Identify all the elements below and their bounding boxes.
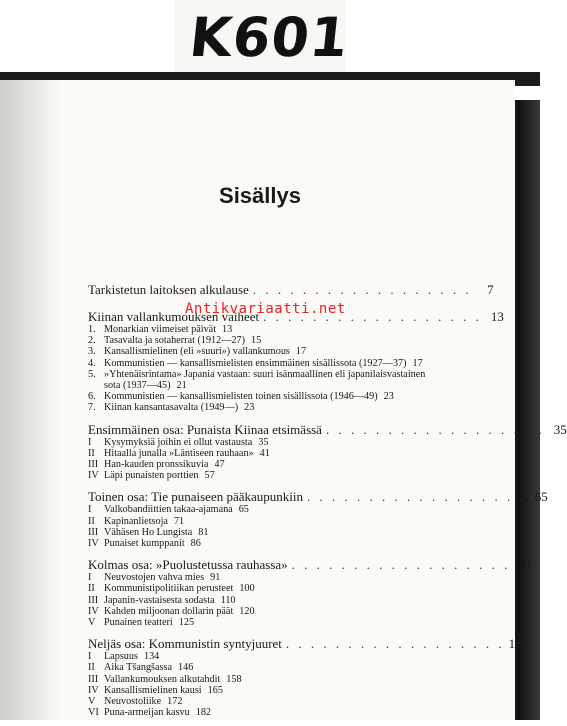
toc-entry-number: III [88, 526, 99, 538]
toc-entry-number: I [88, 572, 92, 584]
toc-entry-title: Monarkian viimeiset päivät [104, 324, 217, 335]
toc-entry-page: 125 [178, 617, 195, 629]
toc-section [88, 636, 529, 719]
toc-entry [88, 358, 432, 369]
toc-entry-page: 15 [251, 335, 262, 347]
toc-entry [88, 346, 432, 357]
toc-entry-page: 35 [258, 436, 269, 448]
toc-entry [88, 617, 432, 628]
toc-entry-number: 7. [88, 402, 96, 414]
toc-section-title: Neljäs osa: Kommunistin syntyjuuret [88, 636, 282, 652]
toc-entry-title: Punaiset kumppanit [104, 538, 185, 550]
toc-section-page: 35 [553, 421, 567, 437]
toc-entry [88, 335, 432, 346]
toc-entry-title: Han-kauden pronssikuvia [104, 459, 209, 471]
toc-entry-title: »Yhtenäisrintama» Japania vastaan: suuri isänmaallinen eli japanilaisvastainen sota (1937—45) [104, 368, 426, 392]
toc-entry-title: Kiinan kansantasavalta (1949—) [104, 402, 239, 414]
toc-entry-number: II [88, 447, 95, 459]
toc-entry-title: Japanin-vastaisesta sodasta [104, 594, 215, 606]
handwritten-code: K601 [186, 6, 352, 69]
toc-entry-number: 4. [88, 357, 96, 369]
toc-entry [88, 504, 432, 515]
toc-entry-title: Valkobandiittien takaa-ajamana [104, 504, 233, 516]
toc-entry-page: 134 [143, 651, 160, 663]
toc-section-heading [88, 421, 567, 437]
toc-section-heading [88, 557, 533, 573]
toc-entry-title: Neuvostoliike [104, 696, 162, 708]
toc-entry [88, 527, 432, 538]
toc-entry-page: 23 [383, 391, 394, 403]
toc-entry [88, 516, 432, 527]
toc-entry-number: III [88, 594, 99, 606]
toc-section-title: Ensimmäinen osa: Punaista Kiinaa etsimässä [88, 421, 322, 437]
toc-entry-number: VI [88, 707, 99, 719]
toc-entry-title: Kommunistien — kansallismielisten toinen sisällissota (1946—49) [104, 391, 378, 403]
dot-leader: . . . . . . . . . . . . . . . . . . [263, 309, 482, 324]
toc-entry [88, 324, 432, 335]
toc-entry-number: IV [88, 605, 99, 617]
toc-entry-number: III [88, 673, 99, 685]
toc-section [88, 489, 548, 550]
toc-entry-page: 17 [412, 357, 423, 369]
toc-entry-page: 165 [207, 684, 223, 696]
toc-entry-number: IV [88, 684, 99, 696]
toc-entry-page: 57 [204, 470, 215, 482]
toc-entry-title: Kommunistipolitiikan perusteet [104, 583, 234, 595]
toc-entry [88, 402, 432, 413]
toc-section [88, 557, 533, 629]
toc-entry-number: 6. [88, 391, 96, 403]
toc-entry [88, 369, 432, 391]
toc-entry-number: II [88, 583, 95, 595]
toc-entry-page: 172 [167, 696, 183, 708]
dot-leader: . . . . . . . . . . . . . . . . . . [307, 489, 526, 505]
toc-section-title: Tarkistetun laitoksen alkulause [88, 282, 249, 297]
toc-entry-page: 13 [222, 324, 233, 335]
toc-entry-number: I [88, 504, 92, 516]
toc-entry-page: 47 [214, 459, 225, 471]
toc-entry-number: I [88, 651, 92, 663]
table-of-contents [88, 282, 567, 726]
toc-entry-title: Kansallismielinen kausi [104, 684, 202, 696]
toc-entry-page: 65 [238, 504, 249, 516]
watermark: Antikvariaatti.net [185, 301, 346, 317]
toc-entry-page: 23 [244, 402, 255, 414]
toc-section [88, 421, 567, 482]
toc-entry [88, 707, 432, 718]
toc-entry-number: 5. [88, 368, 96, 380]
toc-entry-number: 2. [88, 335, 96, 347]
toc-entry-title: Kapinanlietsoja [104, 515, 168, 527]
toc-entry-number: 1. [88, 324, 96, 335]
toc-entry [88, 470, 432, 481]
toc-entry [88, 448, 432, 459]
toc-section-page: 91 [519, 557, 533, 573]
toc-entry-title: Kysymyksiä joihin ei ollut vastausta [104, 436, 253, 448]
toc-entry-number: 3. [88, 346, 96, 358]
toc-section-heading [88, 489, 548, 505]
toc-entry-page: 146 [178, 662, 194, 674]
toc-entry-title: Kansallismielinen (eli »suuri») vallankumous [104, 346, 290, 358]
toc-entry-number: I [88, 436, 92, 448]
toc-entry-page: 120 [239, 605, 255, 617]
toc-entry-page: 81 [198, 526, 209, 538]
toc-section-page: 134 [508, 636, 529, 652]
toc-section-page: 65 [534, 489, 548, 505]
toc-entry [88, 583, 432, 594]
page-title: Sisällys [219, 183, 301, 208]
toc-entry-number: II [88, 515, 95, 527]
toc-section-page: 13 [490, 309, 504, 324]
toc-entry [88, 572, 432, 583]
toc-entry-page: 110 [220, 594, 236, 606]
toc-entry [88, 437, 432, 448]
toc-entry-page: 91 [210, 572, 221, 584]
dot-leader: . . . . . . . . . . . . . . . . . . [291, 557, 511, 573]
toc-entry-number: II [88, 662, 95, 674]
toc-entry-number: V [88, 696, 96, 708]
toc-section [88, 309, 504, 414]
toc-section-title: Kolmas osa: »Puolustetussa rauhassa» [88, 557, 288, 573]
toc-entry [88, 459, 432, 470]
toc-entry-title: Kommunistien — kansallismielisten ensimmäinen sisällissota (1927—37) [104, 357, 407, 369]
toc-entry [88, 595, 432, 606]
toc-entry-title: Tasavalta ja sotaherrat (1912—27) [104, 335, 246, 347]
toc-entry-title: Hitaalla junalla »Läntiseen rauhaan» [104, 447, 254, 459]
toc-entry-page: 41 [259, 447, 270, 459]
toc-entry-title: Vähäsen Ho Lungista [104, 526, 193, 538]
dot-leader: . . . . . . . . . . . . . . . . . . [325, 421, 545, 437]
toc-entry-number: III [88, 459, 99, 471]
toc-entry-page: 17 [295, 346, 307, 358]
toc-entry-number: IV [88, 470, 99, 482]
toc-entry-page: 158 [226, 673, 242, 685]
toc-entry-title: Kahden miljoonan dollarin päät [104, 605, 234, 617]
toc-entry-title: Aika Tšangšassa [104, 662, 172, 674]
toc-entry-title: Puna-armeijan kasvu [104, 707, 190, 719]
toc-section-title: Toinen osa: Tie punaiseen pääkaupunkiin [88, 489, 304, 505]
toc-entry-page: 71 [173, 515, 185, 527]
toc-entry-number: IV [88, 538, 99, 550]
toc-entry [88, 674, 432, 685]
toc-section-heading [88, 636, 529, 652]
toc-entry [88, 696, 432, 707]
toc-entry-title: Vallankumouksen alkutahdit [104, 673, 221, 685]
toc-entry-page: 86 [190, 538, 201, 550]
toc-section-title: Kiinan vallankumouksen vaiheet [88, 309, 260, 324]
dot-leader: . . . . . . . . . . . . . . . . . . [285, 636, 505, 652]
toc-section [88, 282, 494, 297]
dot-leader: . . . . . . . . . . . . . . . . . . [252, 282, 472, 297]
toc-entry [88, 651, 432, 662]
toc-entry-page: 182 [195, 707, 211, 719]
toc-entry-page: 21 [176, 380, 187, 392]
toc-entry-title: Lapsuus [104, 651, 138, 663]
page-gutter-shadow [0, 80, 60, 720]
toc-entry [88, 662, 432, 673]
toc-section-heading [88, 282, 494, 297]
toc-entry-number: V [88, 617, 96, 629]
toc-entry [88, 538, 432, 549]
toc-entry [88, 606, 432, 617]
toc-entry [88, 685, 432, 696]
toc-entry [88, 391, 432, 402]
toc-entry-title: Läpi punaisten porttien [104, 470, 199, 482]
toc-entry-title: Neuvostojen vahva mies [104, 572, 205, 584]
toc-entry-page: 100 [239, 583, 255, 595]
toc-entry-title: Punainen teatteri [104, 617, 173, 629]
toc-section-page: 7 [487, 282, 494, 297]
